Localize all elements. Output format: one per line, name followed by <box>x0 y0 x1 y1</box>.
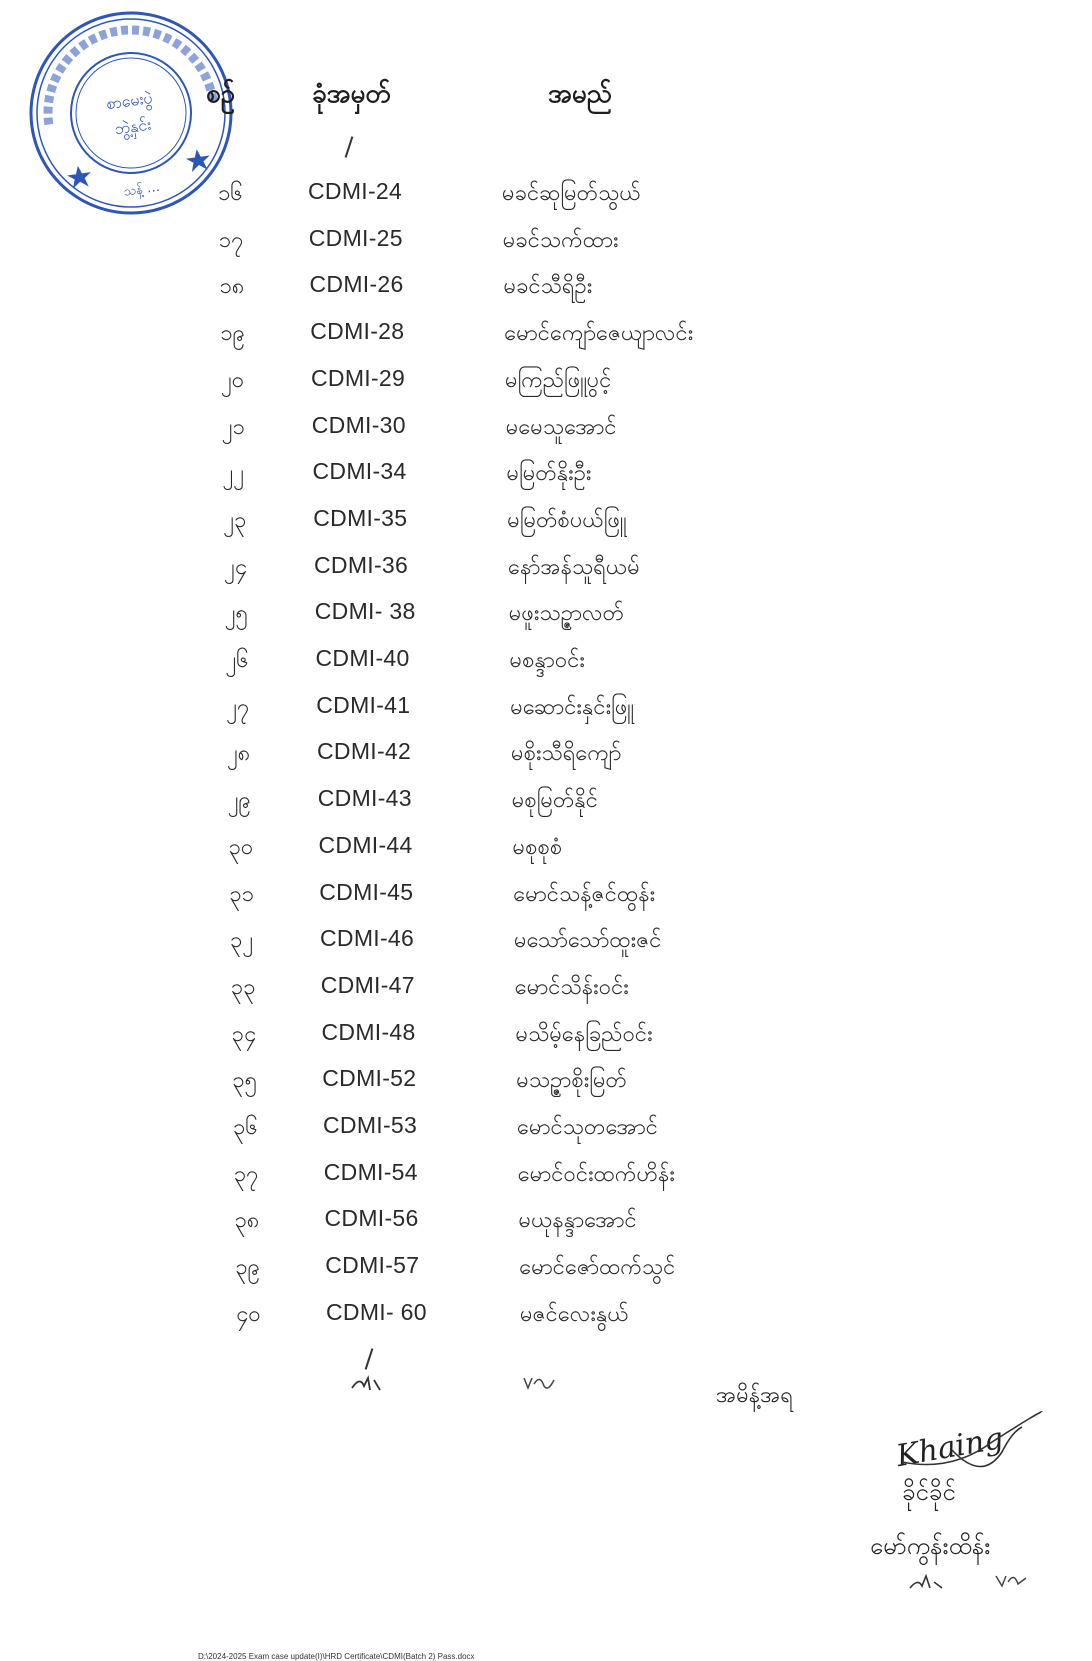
seat-number: CDMI-47 <box>320 971 415 998</box>
student-name: မောင်သုတအောင် <box>517 1115 658 1140</box>
table-row <box>224 552 884 592</box>
serial-number: ၃၅ <box>232 1068 257 1094</box>
seal-star-left <box>66 164 93 189</box>
student-name: မသိမ့်နေခြည်ဝင်း <box>515 1021 653 1047</box>
student-name: မသော်သော်ထူးဇင် <box>514 928 662 954</box>
table-row <box>218 178 878 218</box>
seat-number: CDMI-40 <box>315 645 410 671</box>
serial-number: ၃၈ <box>234 1208 260 1234</box>
student-name: မစိုးသီရိကျော် <box>511 741 622 767</box>
serial-number: ၁၉ <box>220 321 245 347</box>
serial-number: ၂၀ <box>221 367 245 393</box>
header-tick-mark <box>345 136 354 158</box>
student-name: မစန္ဒာဝင်း <box>509 648 585 673</box>
table-row <box>226 692 886 732</box>
seat-number: CDMI-24 <box>308 178 403 204</box>
table-row <box>221 365 881 405</box>
seal-center-top: စာမေးပွဲ <box>104 87 154 114</box>
signature-flourish <box>892 1402 1052 1482</box>
student-name: မမြတ်နိုးဦး <box>506 461 592 487</box>
serial-number: ၂၉ <box>227 788 251 814</box>
student-name: မောင်သန့်ဇင်ထွန်း <box>513 881 656 907</box>
seat-number: CDMI-57 <box>325 1252 420 1279</box>
table-row <box>234 1159 894 1199</box>
serial-number: ၄၀ <box>236 1301 261 1327</box>
student-name: မစုစုစံ <box>512 834 563 860</box>
header-name: အမည် <box>548 79 612 109</box>
table-row <box>235 1205 895 1245</box>
serial-number: ၁၇ <box>218 227 244 253</box>
table-row <box>235 1252 895 1292</box>
table-row <box>220 271 880 311</box>
table-row <box>236 1299 896 1339</box>
seat-number: CDMI-30 <box>311 411 406 438</box>
serial-number: ၂၆ <box>225 648 249 673</box>
seat-number: CDMI-53 <box>323 1112 418 1138</box>
student-name: မမေသူအောင် <box>505 414 617 440</box>
seat-number: CDMI-45 <box>319 878 414 905</box>
serial-number: ၂၁ <box>221 414 245 440</box>
serial-number: ၂၄ <box>224 554 248 580</box>
seat-number: CDMI-29 <box>311 364 406 391</box>
serial-number: ၂၅ <box>224 601 248 627</box>
table-row <box>219 225 879 265</box>
student-name: နော်အန်သူရီယမ် <box>508 554 640 580</box>
student-name: မခင်သက်ထား <box>502 227 619 253</box>
table-row <box>229 879 889 919</box>
initials-mark-4 <box>994 1570 1030 1590</box>
initials-mark-1 <box>350 1372 390 1394</box>
header-serial: စဉ် <box>206 79 236 109</box>
seat-number: CDMI-48 <box>321 1018 416 1045</box>
serial-number: ၂၂ <box>222 461 245 487</box>
table-row <box>222 412 882 452</box>
table-row <box>232 1019 892 1059</box>
student-name: မောင်ဇော်ထက်သွင် <box>519 1255 676 1281</box>
student-name: မယုနန္ဒာအောင် <box>518 1208 637 1234</box>
student-name: မောင်သိန်းဝင်း <box>514 974 629 1000</box>
student-name: မောင်ကျော်ဇေယျာလင်း <box>504 321 694 347</box>
student-name: မောင်ဝင်းထက်ဟိန်း <box>517 1161 675 1187</box>
student-name: မဇင်လေးနွယ် <box>520 1301 629 1327</box>
seat-number: CDMI-54 <box>323 1158 418 1185</box>
table-row <box>229 832 889 872</box>
table-row <box>233 1112 893 1152</box>
header-seat-number: ခုံအမှတ် <box>312 79 391 109</box>
table-row <box>232 1065 892 1105</box>
student-name: မခင်ဆုမြတ်သွယ် <box>502 181 641 206</box>
seal-star-right <box>185 148 212 173</box>
table-row <box>220 318 880 358</box>
signature-scrawl: Khaing <box>893 1420 1006 1475</box>
file-path-footer: D:\2024-2025 Exam case update(I)\HRD Certificate\CDMI(Batch 2) Pass.docx <box>198 1652 475 1661</box>
seat-number: CDMI-35 <box>313 504 408 531</box>
seat-number: CDMI-44 <box>318 831 413 858</box>
seat-number: CDMI-52 <box>322 1065 417 1092</box>
table-row <box>227 738 887 778</box>
serial-number: ၃၀ <box>228 834 254 860</box>
seal-center-bottom: ဘွဲ့နှင်း <box>113 114 153 139</box>
serial-number: ၂၈ <box>227 741 251 767</box>
student-name: မသဉ္ဇာစိုးမြတ် <box>516 1068 627 1094</box>
student-name: မဆောင်းနှင်းဖြူ <box>510 694 634 720</box>
official-seal <box>12 0 249 232</box>
student-name: မမြတ်စံပယ်ဖြူ <box>507 507 627 533</box>
table-row <box>228 785 888 825</box>
bottom-tick-mark <box>365 1348 374 1370</box>
seat-number: CDMI-42 <box>317 738 412 765</box>
initials-mark-2 <box>522 1372 558 1394</box>
seat-number: CDMI-56 <box>324 1205 419 1232</box>
serial-number: ၃၂ <box>230 928 254 954</box>
table-row <box>231 972 891 1012</box>
seat-number: CDMI-36 <box>314 551 409 578</box>
table-row <box>223 505 883 545</box>
seat-number: CDMI-25 <box>308 224 403 251</box>
seat-number: CDMI-43 <box>317 785 412 812</box>
serial-number: ၃၇ <box>233 1161 259 1187</box>
table-row <box>226 645 886 685</box>
initials-mark-3 <box>908 1572 948 1592</box>
serial-number: ၃၉ <box>235 1255 260 1281</box>
seat-number: CDMI-28 <box>310 318 405 345</box>
student-name: မခင်သီရိဦး <box>503 274 593 300</box>
seat-number: CDMI- 38 <box>314 598 416 625</box>
signer-name: ခိုင်ခိုင် <box>902 1478 956 1506</box>
serial-number: ၃၄ <box>231 1021 257 1047</box>
seat-number: CDMI-26 <box>309 271 404 298</box>
seat-number: CDMI-41 <box>316 691 411 718</box>
serial-number: ၁၆ <box>218 181 243 206</box>
student-name: မဖူးသဉ္ဇာလတ် <box>508 601 625 627</box>
table-row <box>225 598 885 638</box>
serial-number: ၂၃ <box>223 507 247 533</box>
serial-number: ၃၃ <box>230 974 256 1000</box>
table-row <box>223 458 883 498</box>
signer-title: မော်ကွန်းထိန်း <box>870 1532 991 1560</box>
seat-number: CDMI-34 <box>312 458 407 485</box>
student-name: မစုမြတ်နိုင် <box>511 788 598 814</box>
student-name: မကြည်ဖြူပွင့် <box>505 367 612 393</box>
by-order-text: အမိန့်အရ <box>716 1383 793 1408</box>
serial-number: ၃၁ <box>229 881 254 907</box>
serial-number: ၃၆ <box>233 1115 258 1140</box>
seat-number: CDMI-46 <box>320 925 415 952</box>
table-row <box>230 925 890 965</box>
seat-number: CDMI- 60 <box>326 1298 427 1325</box>
serial-number: ၂၇ <box>226 694 250 720</box>
serial-number: ၁၈ <box>219 274 245 300</box>
seal-bottom-text: သန့် … <box>122 179 161 200</box>
